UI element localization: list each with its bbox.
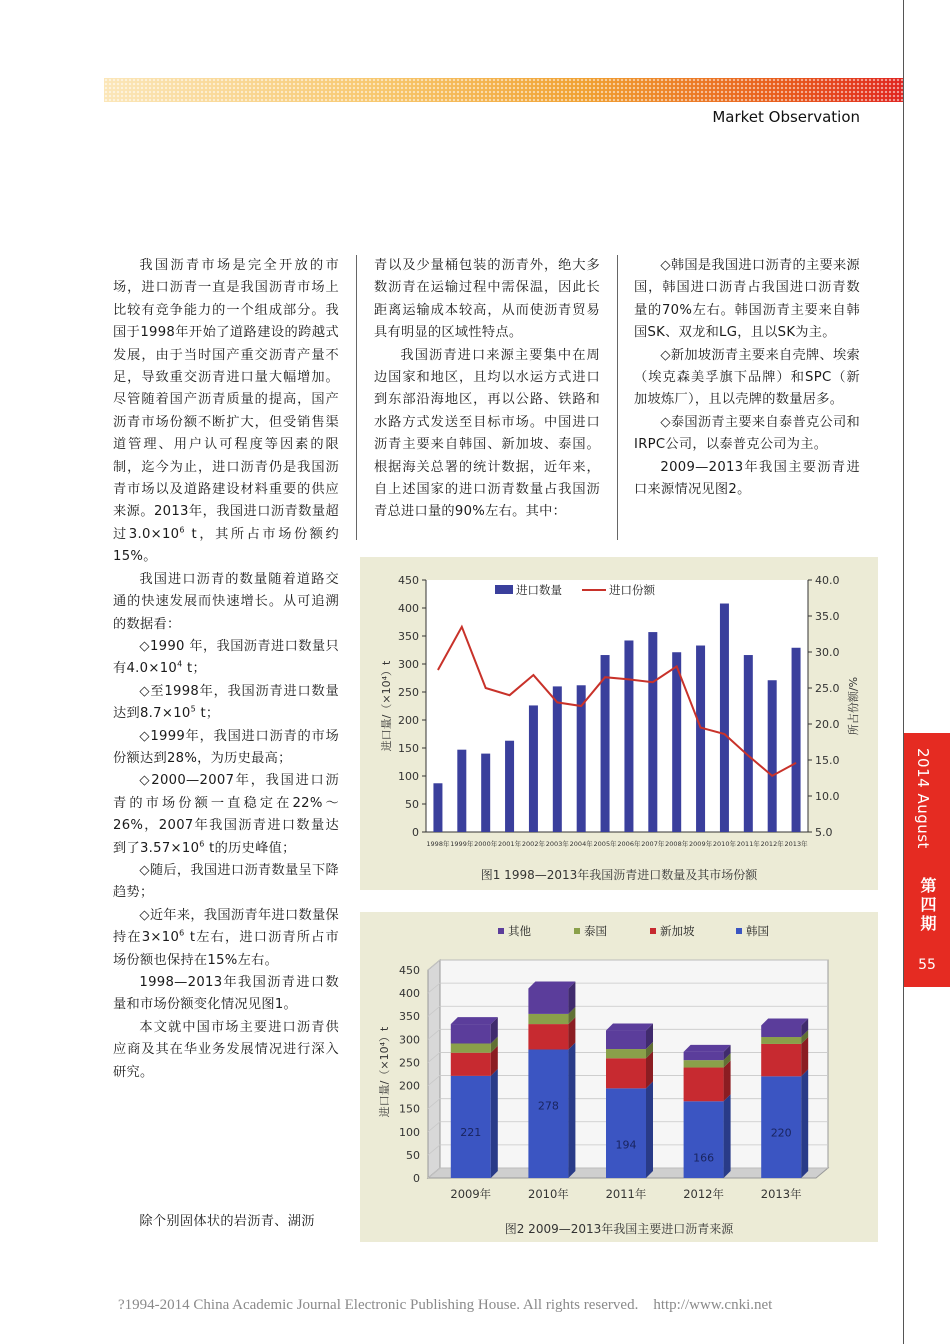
stacked-bar-segment xyxy=(606,1088,646,1178)
bar xyxy=(624,640,633,832)
bar-segment-side xyxy=(801,1069,808,1178)
y2-tick-label: 30.0 xyxy=(815,646,840,659)
stacked-bar-segment xyxy=(684,1060,724,1067)
y2-tick-label: 15.0 xyxy=(815,754,840,767)
bar-segment-side xyxy=(568,1043,575,1178)
text-column-1 xyxy=(113,255,339,1084)
y2-tick-label: 5.0 xyxy=(815,826,833,839)
stacked-bar-segment xyxy=(761,1025,801,1037)
y-tick-label: 250 xyxy=(398,686,419,699)
text-column-3 xyxy=(634,255,860,501)
bar xyxy=(553,686,562,832)
bar xyxy=(529,705,538,832)
copyright-footer: ?1994-2014 China Academic Journal Electronic Publishing House. All rights reserved. http://www.cnki.net xyxy=(118,1297,773,1313)
column-divider xyxy=(356,255,357,540)
legend-label: 进口数量 xyxy=(516,583,562,597)
legend-label: 泰国 xyxy=(584,924,607,938)
paragraph: 2009—2013年我国主要沥青进口来源情况见图2。 xyxy=(634,459,860,498)
bar xyxy=(744,655,753,832)
bar xyxy=(433,783,442,832)
y-tick-label: 200 xyxy=(398,714,419,727)
y2-tick-label: 20.0 xyxy=(815,718,840,731)
bar xyxy=(648,632,657,832)
bar xyxy=(696,646,705,832)
column-divider xyxy=(617,255,618,540)
data-label: 166 xyxy=(693,1151,715,1165)
bullet-item: ◇2000—2007年，我国进口沥青的市场份额一直稳定在22%～26%，2007年我国沥青进口数量达到了$3.57\times 10^6$ t的历史峰值； xyxy=(113,773,339,856)
x-tick-label: 1999年 xyxy=(450,840,474,848)
y-tick-label: 400 xyxy=(399,987,420,1001)
stacked-bar-segment xyxy=(684,1101,724,1178)
bar xyxy=(505,741,514,832)
x-tick-label: 2012年 xyxy=(683,1187,724,1201)
bar-segment-side xyxy=(724,1094,731,1178)
y2-tick-label: 25.0 xyxy=(815,682,840,695)
x-tick-label: 2006年 xyxy=(617,840,641,848)
issue-number: 第四期 xyxy=(918,877,937,934)
y-tick-label: 0 xyxy=(412,826,419,839)
x-tick-label: 2013年 xyxy=(784,840,808,848)
x-tick-label: 2011年 xyxy=(605,1187,647,1201)
y-tick-label: 150 xyxy=(398,742,419,755)
stacked-bar-segment xyxy=(684,1052,724,1060)
y2-tick-label: 10.0 xyxy=(815,790,840,803)
y-tick-label: 350 xyxy=(398,630,419,643)
x-tick-label: 2008年 xyxy=(665,840,689,848)
y-tick-label: 100 xyxy=(399,1125,420,1139)
legend-label: 其他 xyxy=(508,924,531,938)
x-tick-label: 2004年 xyxy=(569,840,593,848)
text-column-1-tail xyxy=(113,1211,339,1233)
bullet-item: ◇1999年，我国进口沥青的市场份额达到28%，为历史最高； xyxy=(113,728,339,766)
bar xyxy=(577,685,586,832)
data-label: 194 xyxy=(615,1138,637,1152)
bullet-item: ◇近年来，我国沥青年进口数量保持在$3\times 10^6$ t左右，进口沥青所占市场份额也保持在15%左右。 xyxy=(113,907,339,968)
legend-swatch xyxy=(736,928,742,934)
y-tick-label: 50 xyxy=(405,798,419,811)
y-tick-label: 450 xyxy=(398,574,419,587)
stacked-bar-segment xyxy=(451,1043,491,1052)
figure-2-caption: 图2 2009—2013年我国主要进口沥青来源 xyxy=(504,1222,734,1236)
stacked-bar-segment xyxy=(761,1037,801,1044)
bar xyxy=(768,680,777,832)
y-tick-label: 300 xyxy=(399,1033,420,1047)
x-tick-label: 2005年 xyxy=(593,840,617,848)
issue-date: 2014 August xyxy=(914,748,932,849)
section-title: Market Observation xyxy=(712,108,860,126)
legend-label: 进口份额 xyxy=(609,583,655,597)
page-number: 55 xyxy=(918,957,936,973)
bar xyxy=(792,648,801,832)
legend-swatch xyxy=(574,928,580,934)
bar-segment-side xyxy=(491,1069,498,1178)
x-tick-label: 2002年 xyxy=(521,840,545,848)
y-tick-label: 350 xyxy=(399,1010,420,1024)
bullet-item: ◇泰国沥青主要来自泰普克公司和IRPC公司，以泰普克公司为主。 xyxy=(634,414,860,453)
y-tick-label: 400 xyxy=(398,602,419,615)
paragraph: 本文就中国市场主要进口沥青供应商及其在华业务发展情况进行深入研究。 xyxy=(113,1019,339,1080)
page-edge-line xyxy=(903,0,904,1344)
x-tick-label: 2010年 xyxy=(528,1187,569,1201)
x-tick-label: 2009年 xyxy=(450,1187,492,1201)
stacked-bar-segment xyxy=(451,1053,491,1076)
legend-swatch xyxy=(495,585,513,594)
stacked-bar-segment xyxy=(528,1024,568,1049)
y-tick-label: 100 xyxy=(398,770,419,783)
bar xyxy=(481,754,490,832)
x-tick-label: 2013年 xyxy=(760,1187,802,1201)
bar xyxy=(457,750,466,832)
bar-top-face xyxy=(684,1045,731,1052)
paragraph: 我国沥青进口来源主要集中在周边国家和地区，且均以水运方式进口到东部沿海地区，再以公路、铁路和水路方式发送至目标市场。中国进口沥青主要来自韩国、新加坡、泰国。根据海关总署的统计数据，近年来，自上述国家的进口沥青数量占我国沥青总进口量的90%左右。其中： xyxy=(374,347,600,520)
y-tick-label: 0 xyxy=(413,1172,420,1185)
data-label: 221 xyxy=(460,1125,482,1139)
bar-top-face xyxy=(528,981,575,988)
bullet-item: ◇韩国是我国进口沥青的主要来源国，韩国进口沥青占我国进口沥青数量的70%左右。韩国沥青主要来自韩国SK、双龙和LG，且以SK为主。 xyxy=(634,258,860,341)
stacked-bar-segment xyxy=(528,988,568,1013)
y-tick-label: 300 xyxy=(398,658,419,671)
paragraph: 青以及少量桶包装的沥青外，绝大多数沥青在运输过程中需保温，因此长距离运输成本较高，从而使沥青贸易具有明显的区域性特点。 xyxy=(374,258,600,341)
bar-segment-side xyxy=(724,1061,731,1102)
bar-top-face xyxy=(606,1024,653,1031)
x-tick-label: 2003年 xyxy=(545,840,569,848)
stacked-bar-segment xyxy=(684,1068,724,1102)
data-label: 220 xyxy=(770,1126,792,1140)
legend-swatch xyxy=(650,928,656,934)
x-tick-label: 2000年 xyxy=(474,840,498,848)
bar-top-face xyxy=(451,1017,498,1024)
y2-axis-title: 所占份额/% xyxy=(847,676,860,736)
bullet-item: ◇新加坡沥青主要来自壳牌、埃索（埃克森美孚旗下品牌）和SPC（新加坡炼厂），且以壳牌的数量居多。 xyxy=(634,347,860,408)
paragraph: 我国进口沥青的数量随着道路交通的快速发展而快速增长。从可追溯的数据看： xyxy=(113,571,339,632)
x-tick-label: 2009年 xyxy=(689,840,713,848)
side-wall xyxy=(428,960,440,1178)
x-tick-label: 1998年 xyxy=(426,840,450,848)
x-tick-label: 2010年 xyxy=(712,840,736,848)
figure-1-caption: 图1 1998—2013年我国沥青进口数量及其市场份额 xyxy=(480,868,758,882)
stacked-bar-segment xyxy=(451,1024,491,1043)
stacked-bar-segment xyxy=(606,1031,646,1049)
stacked-bar-segment xyxy=(528,1014,568,1024)
y2-tick-label: 40.0 xyxy=(815,574,840,587)
y-axis-title: 进口量/（×10⁴）t xyxy=(380,660,393,752)
header-decor-band xyxy=(104,78,904,102)
y2-tick-label: 35.0 xyxy=(815,610,840,623)
bar xyxy=(672,652,681,832)
y-tick-label: 50 xyxy=(406,1148,420,1162)
paragraph: 除个别固体状的岩沥青、湖沥 xyxy=(139,1214,315,1229)
paragraph: 1998—2013年我国沥青进口数量和市场份额变化情况见图1。 xyxy=(113,975,339,1013)
bar xyxy=(720,604,729,832)
issue-side-tab xyxy=(904,733,950,987)
figure-2-chart xyxy=(360,912,878,1212)
stacked-bar-segment xyxy=(606,1049,646,1058)
x-tick-label: 2007年 xyxy=(641,840,665,848)
text-column-2 xyxy=(374,255,600,524)
figure-1 xyxy=(360,557,878,890)
y-axis-title: 进口量/（×10⁴）t xyxy=(378,1026,391,1118)
x-tick-label: 2012年 xyxy=(760,840,784,848)
bar-top-face xyxy=(761,1018,808,1025)
bar-segment-side xyxy=(646,1081,653,1178)
x-tick-label: 2001年 xyxy=(498,840,522,848)
stacked-bar-segment xyxy=(761,1044,801,1076)
x-tick-label: 2011年 xyxy=(736,840,760,848)
paragraph: 我国沥青市场是完全开放的市场，进口沥青一直是我国沥青市场上比较有竞争能力的一个组成部分。我国于1998年开始了道路建设的跨越式发展，由于当时国产重交沥青产量不足，导致重交沥青进口量大幅增加。尽管随着国产沥青质量的提高，国产沥青市场份额不断扩大，但受销售渠道管理、用户认可程度等因素的限制，迄今为止，进口沥青仍是我国沥青市场以及道路建设材料重要的供应来源。2013年，我国进口沥青数量超过$3.0\times 10^6$ t，其所占市场份额约15%。 xyxy=(113,258,339,565)
data-label: 278 xyxy=(537,1099,559,1113)
stacked-bar-segment xyxy=(606,1058,646,1088)
figure-1-chart xyxy=(360,557,878,857)
bullet-item: ◇随后，我国进口沥青数量呈下降趋势； xyxy=(113,862,339,901)
y-tick-label: 150 xyxy=(399,1102,420,1116)
y-tick-label: 200 xyxy=(399,1079,420,1093)
legend-label: 韩国 xyxy=(746,924,769,938)
y-tick-label: 250 xyxy=(399,1056,420,1070)
stacked-bar-segment xyxy=(528,1050,568,1178)
bullet-item: ◇至1998年，我国沥青进口数量达到$8.7\times 10^5$ t； xyxy=(113,683,339,722)
bullet-item: ◇1990 年，我国沥青进口数量只有$4.0\times 10^4$ t； xyxy=(113,638,339,677)
y-tick-label: 450 xyxy=(399,964,420,977)
legend-label: 新加坡 xyxy=(660,924,695,938)
legend-swatch xyxy=(498,928,504,934)
figure-2 xyxy=(360,912,878,1242)
